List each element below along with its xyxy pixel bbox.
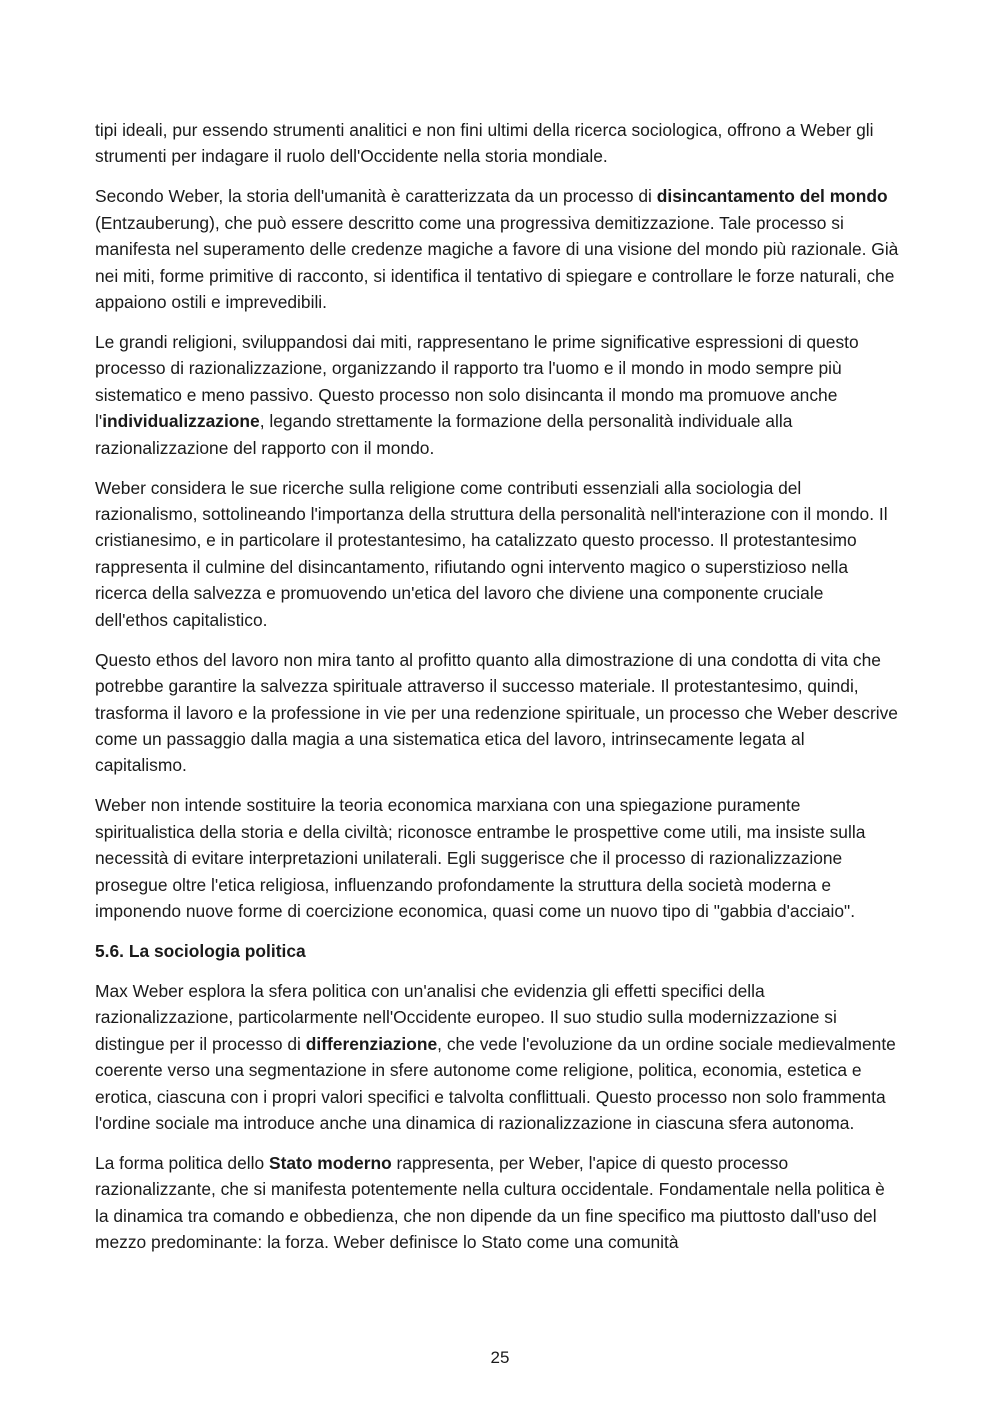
bold-term: disincantamento del mondo <box>656 186 888 207</box>
bold-term: Stato moderno <box>269 1152 392 1173</box>
paragraph-marx <box>95 792 901 924</box>
paragraph-religions <box>95 329 901 461</box>
paragraph-text: Weber non intende sostituire la teoria economica marxiana con una spiegazione puramente spiritualistica della storia e della civiltà; riconosce entrambe le prospettive come utili, ma insiste sulla necessità di evitare interpretazioni unilaterali. Egli suggerisce che il processo di razionalizzazione prosegue oltre l'etica religiosa, influenzando profondamente la struttura della società moderna e imponendo nuove forme di coercizione economica, quasi come un nuovo tipo di "gabbia d'acciaio". <box>95 795 866 921</box>
bold-term: differenziazione <box>305 1033 438 1054</box>
paragraph-text: Max Weber esplora la sfera politica con un'analisi che evidenzia gli effetti specifici della razionalizzazione, particolarmente nell'Occidente europeo. Il suo studio sulla modernizzazione si distingue per il processo di <box>95 980 837 1054</box>
paragraph-text: Questo ethos del lavoro non mira tanto al profitto quanto alla dimostrazione di una condotta di vita che potrebbe garantire la salvezza spirituale attraverso il successo materiale. Il protestantesimo, quindi, trasforma il lavoro e la professione in vie per una redenzione spirituale, un processo che Weber descrive come un passaggio dalla magia a una sistematica etica del lavoro, intrinsecamente legata al capitalismo. <box>95 649 898 776</box>
paragraph-political-sphere <box>95 978 901 1136</box>
paragraph-rationalism <box>95 475 901 633</box>
paragraph-text: Secondo Weber, la storia dell'umanità è caratterizzata da un processo di <box>95 186 657 207</box>
paragraph-text: , che vede l'evoluzione da un ordine sociale medievalmente coerente verso una segmentazione in sfere autonome come religione, politica, economia, estetica e erotica, ciascuna con i propri valori specifici e talvolta conflittuali. Questo processo non solo frammenta l'ordine sociale ma introduce anche una dinamica di razionalizzazione in ciascuna sfera autonoma. <box>95 1033 896 1133</box>
paragraph-text: tipi ideali, pur essendo strumenti analitici e non fini ultimi della ricerca sociologica, offrono a Weber gli strumenti per indagare il ruolo dell'Occidente nella storia mondiale. <box>95 120 874 167</box>
paragraph-text: La forma politica dello <box>95 1152 269 1173</box>
paragraph-text: Weber considera le sue ricerche sulla religione come contributi essenziali alla sociologia del razionalismo, sottolineando l'importanza della struttura della personalità nell'interazione con il mondo. Il cristianesimo, e in particolare il protestantesimo, ha catalizzato questo processo. Il protestantesimo rappresenta il culmine del disincantamento, rifiutando ogni intervento magico o superstizioso nella ricerca della salvezza e promuovendo un'etica del lavoro che diviene una componente cruciale dell'ethos capitalistico. <box>95 477 888 630</box>
paragraph-text: (Entzauberung), che può essere descritto come una progressiva demitizzazione. Tale processo si manifesta nel superamento delle credenze magiche a favore di una visione del mondo più razionale. Già nei miti, forme primitive di racconto, si identifica il tentativo di spiegare e controllare le forze naturali, che appaiono ostili e imprevedibili. <box>95 212 899 313</box>
paragraph-work-ethos <box>95 647 901 779</box>
paragraph-ideal-types <box>95 117 901 170</box>
paragraph-disenchantment <box>95 183 901 315</box>
paragraph-modern-state <box>95 1150 901 1256</box>
page-number: 25 <box>490 1348 510 1367</box>
page-body <box>95 117 901 1269</box>
section-heading: 5.6. La sociologia politica <box>95 940 306 961</box>
paragraph-text: rappresenta, per Weber, l'apice di questo processo razionalizzante, che si manifesta potentemente nella cultura occidentale. Fondamentale nella politica è la dinamica tra comando e obbedienza, che non dipende da un fine specifico ma piuttosto dall'uso del mezzo predominante: la forza. Weber definisce lo Stato come una comunità <box>95 1152 885 1253</box>
bold-term: individualizzazione <box>102 411 260 432</box>
paragraph-text: Le grandi religioni, sviluppandosi dai miti, rappresentano le prime significative espressioni di questo processo di razionalizzazione, organizzando il rapporto tra l'uomo e il mondo in modo sempre più sistematico e meno passivo. Questo processo non solo disincanta il mondo ma promuove anche l' <box>95 332 859 432</box>
paragraph-text: , legando strettamente la formazione della personalità individuale alla razionalizzazione del rapporto con il mondo. <box>95 411 793 458</box>
